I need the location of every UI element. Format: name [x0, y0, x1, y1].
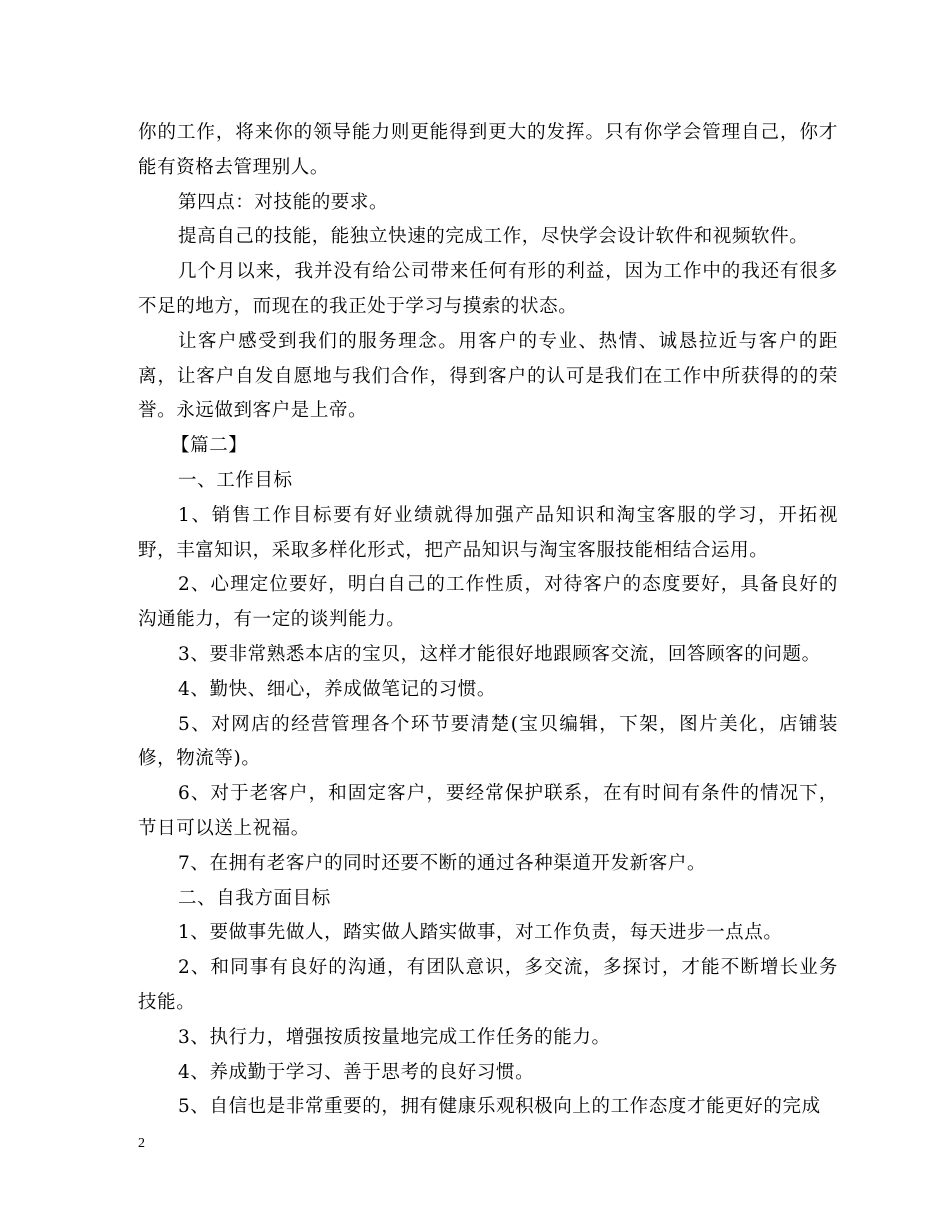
list-item: 1、要做事先做人，踏实做人踏实做事，对工作负责，每天进步一点点。: [178, 922, 783, 944]
paragraph-customer-service: 让客户感受到我们的服务理念。用客户的专业、热情、诚恳拉近与客户的距离，让客户自发自愿地与我们合作，得到客户的认可是我们在工作中所获得的的荣誉。永远做到客户是上帝。: [138, 330, 838, 422]
list-item: 2、和同事有良好的沟通，有团队意识，多交流，多探讨，才能不断增长业务技能。: [138, 957, 838, 1013]
page-number: 2: [138, 1136, 145, 1151]
section-heading-part-two: 【篇二】: [171, 435, 248, 457]
paragraph-months: 几个月以来，我并没有给公司带来任何有形的利益，因为工作中的我还有很多不足的地方，而现在的我正处于学习与摸索的状态。: [138, 261, 838, 317]
section-heading-work-goals: 一、工作目标: [178, 469, 293, 491]
paragraph-point-four-heading: 第四点：对技能的要求。: [178, 191, 389, 213]
list-item: 7、在拥有老客户的同时还要不断的通过各种渠道开发新客户。: [178, 852, 707, 874]
list-item: 2、心理定位要好，明白自己的工作性质，对待客户的态度要好，具备良好的沟通能力，有一定的谈判能力。: [138, 574, 838, 631]
list-item: 4、养成勤于学习、善于思考的良好习惯。: [178, 1061, 535, 1083]
list-item: 5、对网店的经营管理各个环节要清楚(宝贝编辑，下架，图片美化，店铺装修，物流等)。: [138, 713, 838, 770]
list-item: 5、自信也是非常重要的，拥有健康乐观积极向上的工作态度才能更好的完成: [178, 1096, 821, 1118]
section-heading-self-goals: 二、自我方面目标: [178, 887, 331, 909]
list-item: 1、销售工作目标要有好业绩就得加强产品知识和淘宝客服的学习，开拓视野，丰富知识，采取多样化形式，把产品知识与淘宝客服技能相结合运用。: [138, 504, 838, 561]
paragraph-continuation: 你的工作，将来你的领导能力则更能得到更大的发挥。只有你学会管理自己，你才能有资格去管理别人。: [138, 122, 838, 178]
list-item: 6、对于老客户，和固定客户，要经常保护联系，在有时间有条件的情况下，节日可以送上祝福。: [138, 783, 838, 839]
list-item: 3、要非常熟悉本店的宝贝，这样才能很好地跟顾客交流，回答顾客的问题。: [178, 643, 821, 665]
document-body: [138, 116, 838, 1125]
list-item: 3、执行力，增强按质按量地完成工作任务的能力。: [178, 1026, 611, 1048]
list-item: 4、勤快、细心，养成做笔记的习惯。: [178, 678, 496, 700]
paragraph-skills: 提高自己的技能，能独立快速的完成工作，尽快学会设计软件和视频软件。: [178, 226, 809, 248]
